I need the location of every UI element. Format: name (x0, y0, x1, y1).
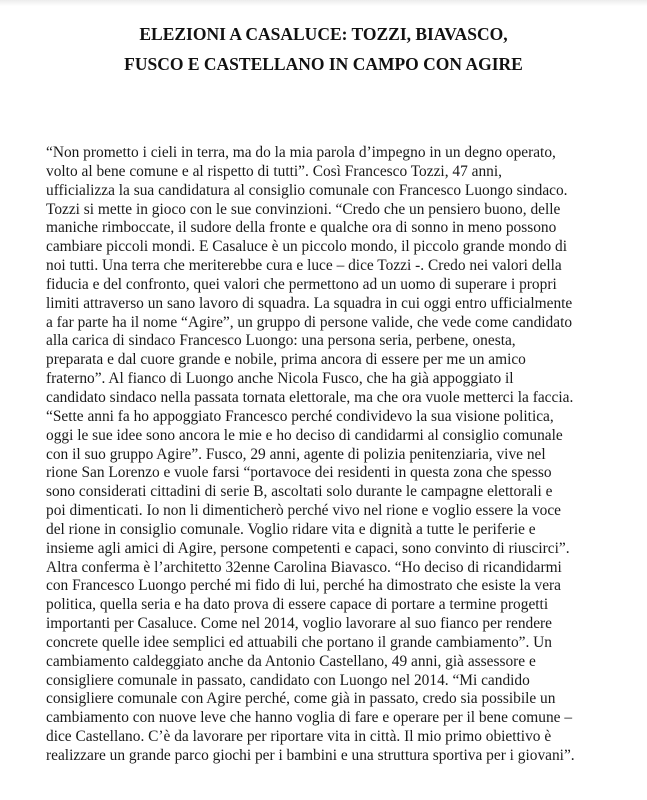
page-top-shadow (0, 0, 647, 6)
article-body-line: fraterno”. Al fianco di Luongo anche Nicola Fusco, che ha già appoggiato il (46, 370, 514, 388)
article-body-line: realizzare un grande parco giochi per i bambini e una struttura sportiva per i giovani”. (46, 747, 575, 764)
article-body-line: Tozzi si mette in gioco con le sue convinzioni. “Credo che un pensiero buono, delle (46, 200, 561, 218)
article-body-line: con Francesco Luongo perché mi fido di lui, perché ha dimostrato che esiste la vera (46, 577, 561, 595)
article-body-line: “Non prometto i cieli in terra, ma do la mia parola d’impegno in un degno operato, (46, 144, 556, 161)
article-body (46, 144, 636, 766)
article-body-line: con il suo gruppo Agire”. Fusco, 29 anni, agente di polizia penitenziaria, vive nel (46, 445, 546, 463)
article-body-line: sono considerati cittadini di serie B, ascoltati solo durante le campagne elettorali e (46, 483, 553, 501)
article-body-line: volto al bene comune e al rispetto di tutti”. Così Francesco Tozzi, 47 anni, (46, 162, 502, 180)
article-body-line: cambiamento con nuove leve che hanno voglia di fare e operare per il bene comune – (46, 709, 573, 727)
article-body-line: Altra conferma è l’architetto 32enne Carolina Biavasco. “Ho deciso di ricandidarmi (46, 558, 562, 576)
article-body-line: concrete quelle idee semplici ed attuabili che portano il grande cambiamento”. Un (46, 633, 552, 651)
article-body-line: candidato sindaco nella passata tornata elettorale, ma che ora vuole metterci la faccia. (46, 388, 574, 406)
article-body-line: importanti per Casaluce. Come nel 2014, voglio lavorare al suo fianco per rendere (46, 615, 553, 633)
article-body-line: noi tutti. Una terra che meriterebbe cura e luce – dice Tozzi -. Credo nei valori della (46, 257, 562, 275)
article-body-line: rione San Lorenzo e vuole farsi “portavoce dei residenti in questa zona che spesso (46, 464, 552, 482)
article-body-line: consigliere comunale con Agire perché, come già in passato, credo sia possibile un (46, 690, 556, 708)
article-body-line: del rione in consiglio comunale. Voglio ridare vita e dignità a tutte le periferie e (46, 520, 536, 538)
article-body-line: a far parte ha il nome “Agire”, un gruppo di persone valide, che vede come candidato (46, 313, 573, 331)
article-body-line: alla carica di sindaco Francesco Luongo: una persona seria, perbene, onesta, (46, 332, 516, 350)
article-body-line: oggi le sue idee sono ancora le mie e ho deciso di candidarmi al consiglio comunale (46, 426, 563, 444)
article-body-line: cambiare piccoli mondi. E Casaluce è un piccolo mondo, il piccolo grande mondo di (46, 238, 567, 256)
article-body-line: “Sette anni fa ho appoggiato Francesco perché condividevo la sua visione politica, (46, 407, 554, 425)
article-title (0, 19, 647, 79)
article-body-line: limiti attraverso un sano lavoro di squadra. La squadra in cui oggi entro ufficialmente (46, 294, 573, 312)
article-body-line: cambiamento caldeggiato anche da Antonio Castellano, 49 anni, già assessore e (46, 652, 536, 670)
article-title-line: FUSCO E CASTELLANO IN CAMPO CON AGIRE (124, 54, 523, 74)
article-body-line: dice Castellano. C’è da lavorare per riportare vita in città. Il mio primo obiettivo è (46, 728, 552, 746)
article-body-line: politica, quella seria e ha dato prova di essere capace di portare a termine progetti (46, 596, 549, 614)
article-title-line: ELEZIONI A CASALUCE: TOZZI, BIAVASCO, (139, 24, 508, 44)
article-body-line: maniche rimboccate, il sudore della fronte e qualche ora di sonno in meno possono (46, 219, 557, 237)
article-body-line: ufficializza la sua candidatura al consiglio comunale con Francesco Luongo sindaco. (46, 181, 568, 199)
article-body-line: preparata e dal cuore grande e nobile, prima ancora di essere per me un amico (46, 351, 526, 369)
article-body-line: insieme agli amici di Agire, persone competenti e capaci, sono convinto di riuscirci”. (46, 539, 570, 557)
article-body-line: poi dimenticati. Io non li dimenticherò perché vivo nel rione e voglio essere la voce (46, 502, 561, 520)
article-body-line: fiducia e del confronto, quei valori che permettono ad un uomo di superare i propri (46, 275, 557, 293)
article-body-line: consigliere comunale in passato, candidato con Luongo nel 2014. “Mi candido (46, 671, 530, 689)
